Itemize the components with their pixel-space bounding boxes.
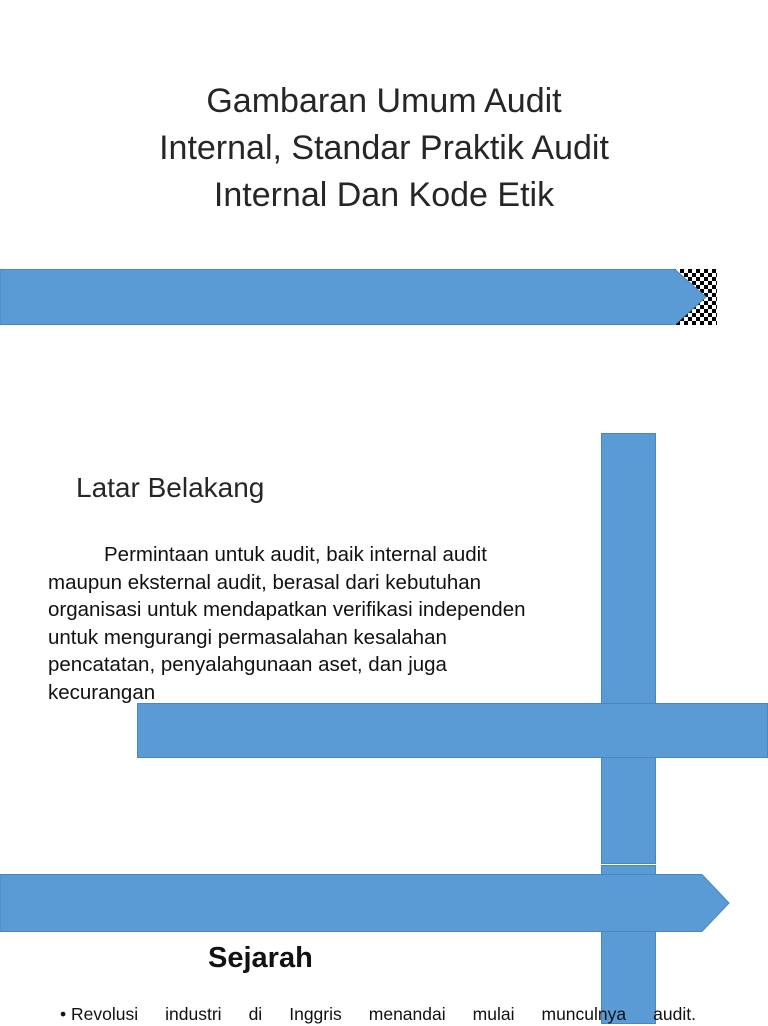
arrow-banner-top bbox=[0, 269, 717, 325]
bullet-word: Inggris bbox=[289, 1004, 342, 1024]
bullet-word: menandai bbox=[368, 1004, 446, 1024]
bullet-word: di bbox=[248, 1004, 263, 1024]
slide-title-line-1: Gambaran Umum Audit bbox=[206, 82, 562, 120]
section-heading-latar-belakang: Latar Belakang bbox=[76, 472, 265, 503]
horizontal-band-middle bbox=[137, 703, 768, 758]
bullet-word: mulai bbox=[472, 1004, 515, 1024]
section-heading-sejarah: Sejarah bbox=[208, 942, 313, 974]
latar-belakang-paragraph bbox=[48, 541, 608, 706]
bullet-word: audit. bbox=[653, 1004, 696, 1024]
vertical-bar-upper bbox=[601, 433, 656, 864]
slide-title bbox=[84, 78, 684, 219]
paragraph-line: organisasi untuk mendapatkan verifikasi independen bbox=[48, 598, 526, 621]
bullet-word: • Revolusi bbox=[60, 1004, 139, 1024]
paragraph-line: maupun eksternal audit, berasal dari kebutuhan bbox=[48, 570, 482, 594]
paragraph-line: Permintaan untuk audit, baik internal audit bbox=[104, 543, 487, 566]
paragraph-line: kecurangan bbox=[48, 680, 156, 704]
arrow-banner-bottom bbox=[0, 874, 730, 932]
bullet-word: industri bbox=[165, 1004, 222, 1024]
arrow-body bbox=[0, 875, 729, 932]
paragraph-line: untuk mengurangi permasalahan kesalahan bbox=[48, 625, 447, 649]
bullet-item bbox=[60, 1002, 696, 1026]
arrow-body bbox=[0, 270, 706, 325]
paragraph-line: pencatatan, penyalahgunaan aset, dan juga bbox=[48, 653, 447, 676]
slide-title-line-2: Internal, Standar Praktik Audit bbox=[159, 129, 609, 167]
slide-title-line-3: Internal Dan Kode Etik bbox=[213, 176, 555, 214]
bullet-word: munculnya bbox=[541, 1004, 627, 1024]
